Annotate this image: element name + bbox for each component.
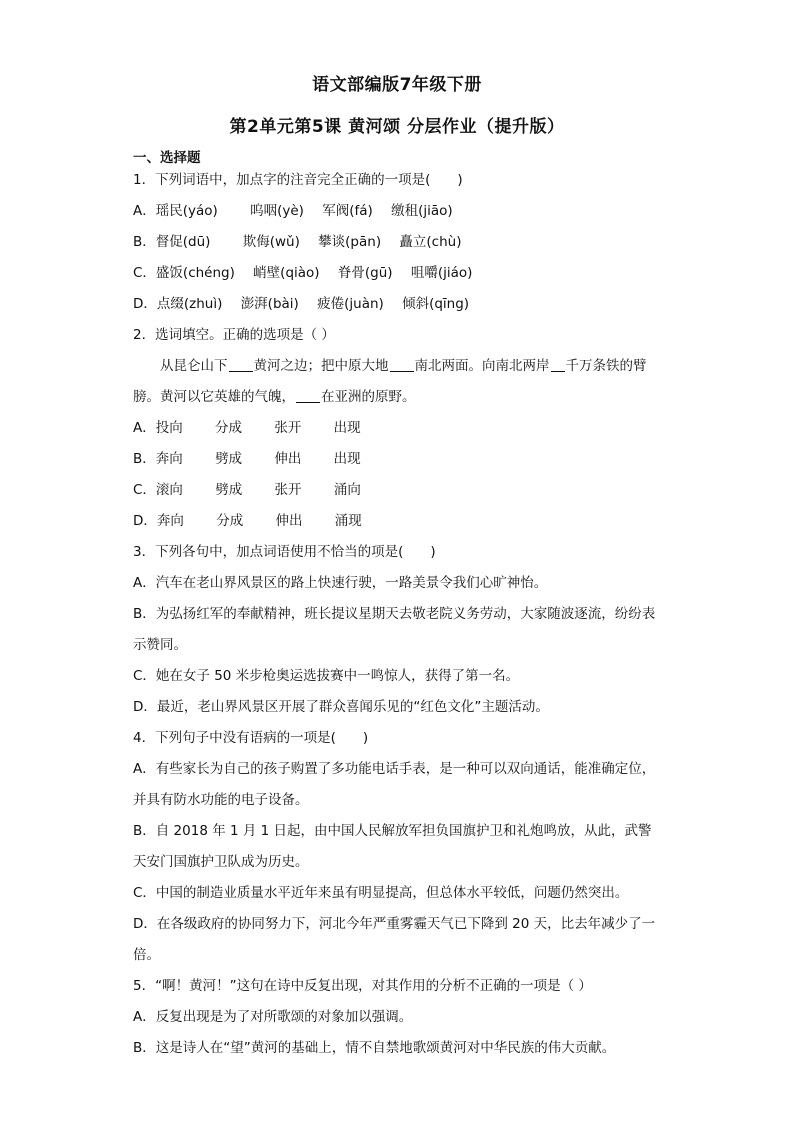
option-word: 呜咽(yè) bbox=[250, 203, 304, 219]
option-word: B．奔向 bbox=[133, 451, 183, 467]
question-2-stem: 2．选词填空。正确的选项是（ ） bbox=[133, 327, 335, 343]
document-title: 语文部编版7年级下册 bbox=[312, 75, 482, 95]
question-2-passage-line-2 bbox=[133, 382, 663, 413]
option-word: 张开 bbox=[274, 420, 302, 436]
passage-text: 千万条铁的臂 bbox=[565, 358, 647, 374]
question-3-option-d: D．最近，老山界风景区开展了群众喜闻乐见的“红色文化”主题活动。 bbox=[133, 699, 549, 715]
question-1-option-a bbox=[133, 196, 663, 227]
option-word: 涌现 bbox=[334, 513, 362, 529]
question-3-option-c: C．她在女子 50 米步枪奥运选拔赛中一鸣惊人，获得了第一名。 bbox=[133, 668, 520, 684]
option-word: D．奔向 bbox=[133, 513, 184, 529]
question-4-option-c: C．中国的制造业质量水平近年来虽有明显提高，但总体水平较低，问题仍然突出。 bbox=[133, 885, 629, 901]
question-4-option-b: B．自 2018 年 1 月 1 日起，由中国人民解放军担负国旗护卫和礼炮鸣放，从此，武警天安门国旗护卫队成为历史。 bbox=[133, 823, 652, 870]
option-word: 欺侮(wǔ) bbox=[242, 234, 300, 250]
question-4-stem: 4．下列句子中没有语病的一项是( ) bbox=[133, 730, 369, 746]
question-2-option-b bbox=[133, 444, 663, 475]
option-word: B．督促(dū) bbox=[133, 234, 211, 250]
option-word: 攀谈(pān) bbox=[318, 234, 382, 250]
option-word: 出现 bbox=[333, 451, 361, 467]
option-word: 倾斜(qīng) bbox=[402, 296, 470, 312]
question-4-option-d: D．在各级政府的协同努力下，河北今年严重雾霾天气已下降到 20 天，比去年减少了一倍。 bbox=[133, 916, 656, 963]
option-word: C．滚向 bbox=[133, 482, 183, 498]
question-2-option-c bbox=[133, 475, 663, 506]
option-word: A．瑶民(yáo) bbox=[133, 203, 218, 219]
option-word: 峭壁(qiào) bbox=[253, 265, 320, 281]
question-1-option-c bbox=[133, 258, 663, 289]
option-word: 伸出 bbox=[274, 451, 302, 467]
option-word: 军阀(fá) bbox=[322, 203, 373, 219]
section-heading: 一、选择题 bbox=[133, 150, 201, 166]
option-word: 伸出 bbox=[275, 513, 303, 529]
question-2-option-a bbox=[133, 413, 663, 444]
question-2-option-d bbox=[133, 506, 663, 537]
option-word: 涌向 bbox=[333, 482, 361, 498]
option-word: 疲倦(juàn) bbox=[317, 296, 384, 312]
option-word: 劈成 bbox=[215, 482, 243, 498]
fill-blank bbox=[551, 357, 565, 372]
option-word: 分成 bbox=[216, 513, 244, 529]
option-word: 脊骨(gū) bbox=[337, 265, 393, 281]
document-subtitle: 第2单元第5课 黄河颂 分层作业（提升版） bbox=[229, 117, 565, 137]
question-list bbox=[133, 165, 663, 1064]
option-word: C．盛饭(chéng) bbox=[133, 265, 235, 281]
question-3-option-b: B．为弘扬红军的奉献精神，班长提议星期天去敬老院义务劳动，大家随波逐流，纷纷表示赞同。 bbox=[133, 606, 656, 653]
question-1-option-d bbox=[133, 289, 663, 320]
option-word: D．点缀(zhuì) bbox=[133, 296, 223, 312]
question-1-stem: 1．下列词语中，加点字的注音完全正确的一项是( ) bbox=[133, 172, 463, 188]
question-3-option-a: A．汽车在老山界风景区的路上快速行驶，一路美景令我们心旷神怡。 bbox=[133, 575, 548, 591]
passage-text: 在亚洲的原野。 bbox=[321, 389, 416, 405]
passage-text: 南北两面。向南北两岸 bbox=[414, 358, 550, 374]
question-5-stem: 5．“啊！黄河！”这句在诗中反复出现，对其作用的分析不正确的一项是（ ） bbox=[133, 978, 592, 994]
passage-text: 从昆仑山下 bbox=[160, 358, 228, 374]
fill-blank bbox=[296, 388, 320, 403]
fill-blank bbox=[229, 357, 253, 372]
option-word: 出现 bbox=[333, 420, 361, 436]
option-word: 矗立(chù) bbox=[399, 234, 462, 250]
question-2-passage-line-1 bbox=[133, 351, 663, 382]
question-3-stem: 3．下列各句中，加点词语使用不恰当的项是( ) bbox=[133, 544, 436, 560]
question-5-option-a: A．反复出现是为了对所歌颂的对象加以强调。 bbox=[133, 1009, 413, 1025]
option-word: 劈成 bbox=[215, 451, 243, 467]
passage-text: 黄河之边；把中原大地 bbox=[253, 358, 389, 374]
question-1-option-b bbox=[133, 227, 663, 258]
fill-blank bbox=[390, 357, 414, 372]
option-word: 缴租(jiāo) bbox=[391, 203, 453, 219]
option-word: 澎湃(bài) bbox=[240, 296, 299, 312]
question-5-option-b: B．这是诗人在“望”黄河的基础上，情不自禁地歌颂黄河对中华民族的伟大贡献。 bbox=[133, 1040, 616, 1056]
option-word: 咀嚼(jiáo) bbox=[410, 265, 473, 281]
option-word: 分成 bbox=[215, 420, 243, 436]
question-4-option-a: A．有些家长为自己的孩子购置了多功能电话手表，是一种可以双向通话，能准确定位，并具有防水功能的电子设备。 bbox=[133, 761, 656, 808]
option-word: A．投向 bbox=[133, 420, 183, 436]
option-word: 张开 bbox=[274, 482, 302, 498]
passage-text: 膀。黄河以它英雄的气魄， bbox=[133, 389, 295, 405]
